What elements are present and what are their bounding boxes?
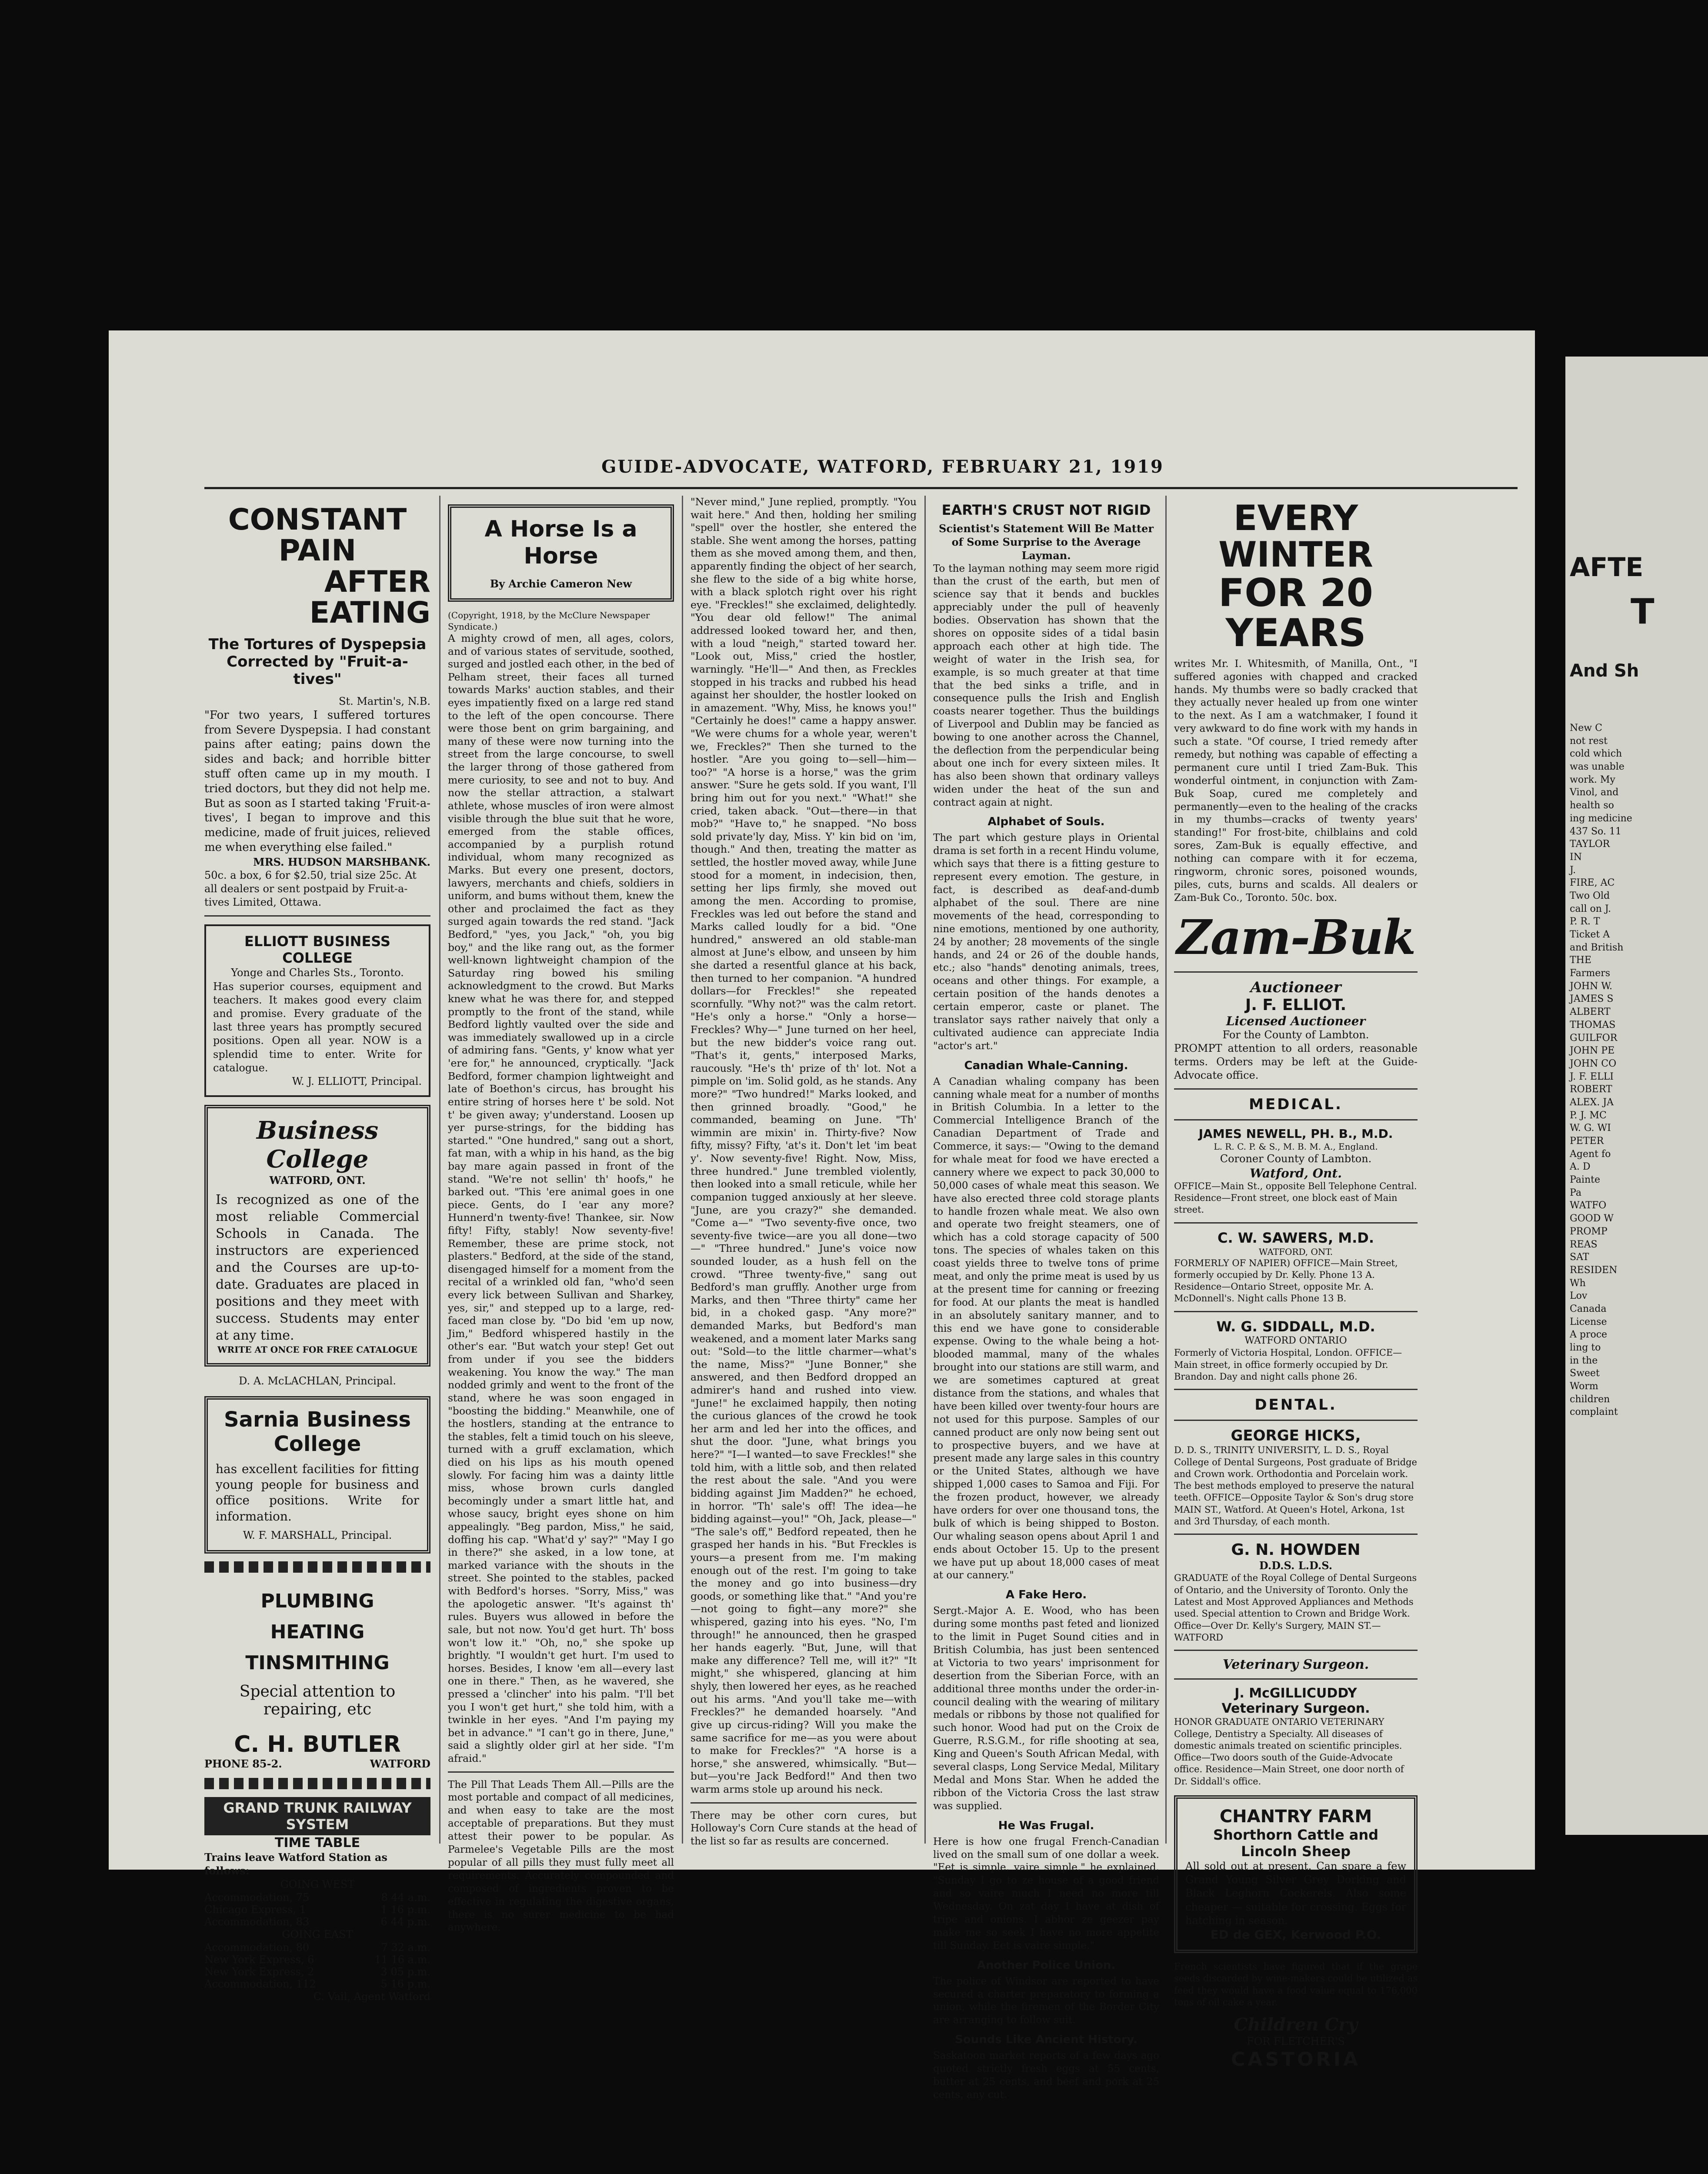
column-5 [1174, 496, 1418, 2071]
medical-heading: MEDICAL. [1249, 1096, 1343, 1114]
edge-text-line: Sweet [1570, 1368, 1600, 1379]
central-write: WRITE AT ONCE FOR FREE CATALOGUE [217, 1344, 417, 1355]
pill-ad: The Pill That Leads Them All.—Pills are the most portable and compact of all medicines, and when easy to take are the most acceptable of preparations. But they must attest their power to be popular. As Parmelee's Vegetable Pills are the most popular of all pills they must fully meet all requirements. Accurately compounded and composed of ingredients proven to be effective in regulating the digestive organs, there is no surer medicine to be had anywhere. [448, 1779, 674, 1934]
police-union-body: The police of Windsor are reported to have secured a charter preparatory to forming a union, while the firemen of the Border City are arranging to follow suit. [933, 1975, 1159, 2026]
story-copyright: (Copyright, 1918, by the McClure Newspaper Syndicate.) [448, 610, 650, 632]
timetable-row [204, 1966, 430, 1978]
edge-text-line: work. My [1570, 774, 1615, 785]
timetable-row [204, 1978, 430, 1990]
newell-role: Coroner County of Lambton. [1220, 1153, 1372, 1165]
divider [1174, 1650, 1418, 1651]
divider [1174, 1678, 1418, 1680]
timetable-cell: Accommodation, 80 [204, 1941, 310, 1954]
edge-text-line: ling to [1570, 1342, 1601, 1353]
alphabet-souls-body: The part which gesture plays in Oriental drama is set forth in a recent Hindu volume, which says that there is a fitting gesture to represent every emotion. The gesture, in fact, is described as deaf-and-dumb alphabet of the soul. There are nine movements of the head, corresponding to nine emotions, mentioned by one authority, 24 by another; 28 movements of the single hands, and 24 or 26 of the double hands, etc.; also "hands" denoting animals, trees, oceans and other things. For example, a certain position of the hands denotes a certain emperor, caste or planet. The translator says rather naively that only a cultivated audience can appreciate India "actor's art." [933, 832, 1159, 1052]
edge-text-line: Lov [1570, 1290, 1588, 1302]
timetable-cell: Accommodation, 83 [204, 1915, 310, 1928]
masthead-rule [204, 487, 1518, 489]
edge-text-line: children [1570, 1394, 1610, 1405]
timetable-cell: Chicago Express, 1 [204, 1903, 306, 1916]
timetable-row [204, 1916, 430, 1928]
trains-leave-line: Trains leave Watford Station as follows: [204, 1851, 387, 1877]
sarnia-signature: W. F. MARSHALL, Principal. [243, 1529, 392, 1542]
howden-name: G. N. HOWDEN [1231, 1541, 1361, 1559]
castoria-line-2: FOR FLETCHER'S [1246, 2035, 1345, 2048]
fruit-a-tives-signature: MRS. HUDSON MARSHBANK. [253, 855, 430, 868]
central-title: Business College [256, 1116, 379, 1174]
timetable-cell: New York Express, 6 [204, 1954, 314, 1966]
edge-text-line: Two Old [1570, 890, 1610, 901]
edge-text-line: cold which [1570, 748, 1622, 760]
newell-place: Watford, Ont. [1249, 1166, 1342, 1180]
edge-text-line: W. G. WI [1570, 1123, 1611, 1134]
chantry-farm-ad [1174, 1795, 1418, 1953]
sawers-body: FORMERLY OF NAPIER) OFFICE—Main Street, formerly occupied by Dr. Kelly. Phone 13 A. Residence—Ontario Street, opposite Mr. A. McDonnell's. Night calls Phone 13 B. [1174, 1257, 1398, 1304]
elliott-signature: W. J. ELLIOTT, Principal. [292, 1075, 422, 1087]
divider [691, 1802, 917, 1804]
newell-degrees: L. R. C. P. & S., M. B. M. A., England. [1214, 1141, 1378, 1152]
divider [1174, 1311, 1418, 1312]
fruit-a-tives-body: "For two years, I suffered tortures from Severe Dyspepsia. I had constant pains after eating; pains down the sides and back; and horrible bitter stuff often came up in my mouth. I tried doctors, but they did not help me. But as soon as I started taking 'Fruit-a-tives', I began to improve and this medicine, made of fruit juices, relieved me when everything else failed." [204, 708, 430, 854]
column-1 [204, 496, 430, 2004]
butler-contact [204, 1757, 430, 1770]
chantry-subtitle: Shorthorn Cattle and Lincoln Sheep [1213, 1827, 1379, 1860]
central-college-ad [204, 1105, 430, 1367]
timetable-east [204, 1941, 430, 1990]
edge-text: AFTE [1570, 552, 1644, 583]
edge-text-line: A. D [1570, 1161, 1591, 1173]
elliot-name: J. F. ELLIOT. [1245, 996, 1347, 1014]
timetable-cell: Accommodation, 75 [204, 1891, 310, 1904]
edge-text-line: GOOD W [1570, 1213, 1614, 1224]
edge-text-line: THOMAS [1570, 1019, 1616, 1030]
dental-heading: DENTAL. [1254, 1396, 1337, 1414]
edge-text-line: ALEX. JA [1570, 1097, 1614, 1108]
elliot-county: For the County of Lambton. [1222, 1028, 1369, 1041]
butler-name: C. H. BUTLER [234, 1731, 401, 1758]
newell-body: OFFICE—Main St., opposite Bell Telephone Central. Residence—Front street, one block east of Main street. [1174, 1180, 1417, 1215]
edge-text-line: in the [1570, 1355, 1598, 1366]
story-body-part-1: A mighty crowd of men, all ages, colors, and of various states of servitude, soothed, surged and jostled each other, in the bed of Pelham street, their faces all turned towards Marks' auction stables, and their eyes impatiently fixed on a large red stand to the left of the open concourse. There were those bent on grim bargaining, and many of these were now turning into the street from the large concourse, to swell the larger throng of those gathered from mere curiosity, to see and not to buy. And now the stellar attraction, a stalwart athlete, whose muscles of iron were almost visible through the blue suit that he wore, emerged from the stable offices, accompanied by a purplish rotund individual, whom many recognized as Marks. But every one present, doctors, lawyers, merchants and chiefs, soldiers in uniform, and bums without them, knew the other and proclaimed the fact as they surged again towards the red stand. "Jack Bedford," "yes, you Jack," "oh, you big boy," and the like rang out, as the former well-known lightweight champion of the Saturday ring bowed his smiling acknowledgment to the crowd. But Marks knew what he was there for, and stepped promptly to the front of the stand, while Bedford lightly vaulted over the side and was immediately swallowed up in a circle of admiring fans. "Gents, y' know what yer 'ere for," he announced, cryptically. "Jack Bedford, former champion lightweight and late of Boethon's circus, has brought his entire string of horses here t' be sold. Not t' be given away; y'understand. Loosen up yer purse-strings, for the bidding has started." "One hundred," sang out a short, fat man, with a whip in his hand, as the big bay mare again passed in front of the stand. "We're not sellin' th' hoofs," he barked out. "This 'ere animal goes in one piece. Gents, do I 'ear any more? Hunnerd'n twenty-five! Thankee, sir. Now fifty! Fifty, stably! Now seventy-five! Remember, these are prime stock, not plasters." Bedford, at the side of the stand, disengaged himself for a moment from the recital of a wrinkled old fan, "who'd seen every lick between Sullivan and Sharkey, yes, sir," and stepped up to a large, red-faced man close by. "Do bid 'em up now, Jim," Bedford whispered hastily in the other's ear. "But watch your step! Get out from under if you see the bidders weakening. You know the way." The man nodded grimly and went to the front of the stand, where he was soon engaged in "boosting the bidding." Meanwhile, one of the hostlers, standing at the entrance to the stables, felt a timid touch on his sleeve, turned with a gruff exclamation, which died on his lips as his mouth opened slowly. For facing him was a dainty little miss, whose brown curls dangled becomingly under a smart little hat, and whose saucy, bright eyes shone on him appealingly. "Beg pardon, Miss," he said, doffing his cap. "What'd y' say?" "May I go in there?" she asked, in a low tone, at marked variance with the shouts in the street. She pointed to the stables, packed with Bedford's horses. "Sorry, Miss," was the apologetic answer. "It's against th' rules. Buyers wus allowed in before the sale, but not now. You'd get hurt. Th' boss won't low it." "Oh, no," she spoke up brightly. "I wouldn't get hurt. I'm used to horses. Besides, I know 'em all—every last one in there." Then, as he wavered, she pressed a 'clincher' into his palm. "I'll bet you I won't get hurt," she told him, with a twinkle in her eyes. "And I'm paying my bet in advance." "I can't go in there, June," said a slightly older girl at her side. "I'm afraid." [448, 632, 674, 1764]
column-4 [933, 496, 1159, 2102]
central-signature: D. A. McLACHLAN, Principal. [239, 1375, 396, 1387]
edge-text-line: was unable [1570, 761, 1625, 773]
edge-text-line: health so [1570, 800, 1614, 811]
story-byline: By Archie Cameron New [490, 577, 632, 590]
edge-text-line: P. R. T [1570, 916, 1600, 927]
edge-text-line: REAS [1570, 1239, 1598, 1250]
elliott-body: Has superior courses, equipment and teachers. It makes good every claim and promise. Every graduate of the last three years has promptly secured positions. Open all year. NOW is a splendid time to enter. Write for catalogue. [213, 980, 422, 1074]
time-table-heading: TIME TABLE [274, 1835, 360, 1851]
edge-text-line: JOHN CO [1570, 1058, 1617, 1069]
edge-text: T [1631, 591, 1655, 632]
edge-text-line: FIRE, AC [1570, 877, 1615, 889]
divider [1174, 1119, 1418, 1120]
butler-place: WATFORD [370, 1757, 430, 1771]
divider [1174, 1222, 1418, 1224]
column-2 [448, 496, 674, 1934]
edge-text-line: A proce [1570, 1329, 1608, 1340]
edge-text-line: JAMES S [1570, 994, 1614, 1005]
edge-text-line: New C [1570, 723, 1602, 734]
going-east-heading: GOING EAST [282, 1928, 353, 1941]
column-divider [439, 496, 440, 1844]
frugal-heading: He Was Frugal. [998, 1819, 1094, 1832]
alphabet-souls-heading: Alphabet of Souls. [987, 815, 1105, 829]
newell-name: JAMES NEWELL, PH. B., M.D. [1198, 1127, 1393, 1141]
column-3 [691, 496, 917, 1848]
edge-text-line: Ticket A [1570, 929, 1610, 940]
edge-text-line: JOHN W. [1570, 980, 1613, 992]
chantry-body: All sold out at present. Can spare a few Grand Young Silver Grey Dorking and Black Leghorn Cockerels. Also some cheaper — suitable for crossing. Eggs for hatching in season. [1185, 1860, 1406, 1927]
divider [448, 1771, 674, 1773]
edge-text-line: RESIDEN [1570, 1264, 1618, 1276]
fruit-a-tives-subhead: The Tortures of Dyspepsia Corrected by "Fruit-a-tives" [208, 635, 427, 688]
mcgillicuddy-body: HONOR GRADUATE ONTARIO VETERINARY College, Dentistry a Specialty. All diseases of domestic animals treated on scientific principles. Office—Two doors south of the Guide-Advocate office. Residence—Main Street, one door north of Dr. Siddall's office. [1174, 1717, 1404, 1787]
timetable-cell: 5 16 p.m. [380, 1978, 430, 1991]
mcgillicuddy-sub: Veterinary Surgeon. [1221, 1701, 1370, 1717]
howden-degrees: D.D.S. L.D.S. [1259, 1559, 1333, 1572]
timetable-west [204, 1891, 430, 1928]
story-title-box [448, 504, 674, 602]
fruit-a-tives-price: 50c. a box, 6 for $2.50, trial size 25c. At all dealers or sent postpaid by Fruit-a-tives Limited, Ottawa. [204, 869, 417, 909]
edge-text-line: complaint [1570, 1407, 1618, 1418]
edge-text-line: Pa [1570, 1187, 1581, 1198]
hicks-name: GEORGE HICKS, [1231, 1427, 1361, 1445]
divider [1174, 1088, 1418, 1090]
zam-buk-body: writes Mr. I. Whitesmith, of Manilla, Ont., "I suffered agonies with chapped and cracked hands. My thumbs were so badly cracked that they actually never healed up from one winter to the next. As I am a watchmaker, I found it very awkward to do fine work with my hands in such a state. "Of course, I tried remedy after remedy, but nothing was capable of effecting a permanent cure until I tried Zam-Buk. This wonderful ointment, in conjunction with Zam-Buk Soap, cured me completely and permanently—even to the healing of the cracks in my thumbs—cracks of twenty years' standing!" For frost-bite, chilblains and cold sores, Zam-Buk is equally effective, and nothing can compare with it for eczema, ringworm, chronic sores, poisoned wounds, piles, cuts, burns and scalds. All dealers or Zam-Buk Co., Toronto. 50c. box. [1174, 658, 1418, 904]
newspaper-page [109, 330, 1535, 2101]
timetable-row [204, 1904, 430, 1916]
frugal-body: Here is how one frugal French-Canadian lived on the small sum of one dollar a week. "Eet is simple, vaire simple," he explained. "Sunday I go to ze house of a good friend and so vaire much I need no more till Wednesday. On zat day I have at dish of tripe and onions. I abhor ze geezer pay make me so seek I have no more appetite till Sunday. Eet is vaire simple." [933, 1836, 1159, 1951]
siddall-place: WATFORD ONTARIO [1244, 1335, 1347, 1346]
edge-text-line: call on J. [1570, 903, 1611, 914]
sarnia-college-ad [204, 1396, 430, 1554]
edge-text-line: TAYLOR [1570, 839, 1610, 850]
grand-trunk-logo: GRAND TRUNK RAILWAY SYSTEM [204, 1797, 430, 1835]
edge-text-line: Canada [1570, 1303, 1607, 1314]
zam-buk-headline-2: FOR 20 YEARS [1218, 570, 1373, 656]
fake-hero-body: Sergt.-Major A. E. Wood, who has been during some months past feted and lionized to the limit in Puget Sound cities and in British Columbia, has just been sentenced at Victoria to two years' imprisonment for desertion from the Siberian Force, with an additional three months under the order-in-council dealing with the wearing of military medals or ribbons by those not qualified for such honor. Wood had put on the Croix de Guerre, R.S.G.M., for rifle shooting at sea, King and Queen's South African Medal, with several clasps, Long Service Medal, Military Medal and Mons Star. When he added the ribbon of the Victoria Cross the last straw was supplied. [933, 1605, 1159, 1812]
edge-text-line: Vinol, and [1570, 787, 1619, 798]
ancient-history-heading: Sounds Like Ancient History. [955, 2033, 1138, 2047]
edge-text-line: ALBERT [1570, 1007, 1611, 1018]
masthead: GUIDE-ADVOCATE, WATFORD, FEBRUARY 21, 1919 [601, 457, 1164, 477]
auctioneer-heading: Auctioneer [1250, 978, 1341, 996]
edge-text-line: Wh [1570, 1277, 1586, 1289]
zam-buk-logo: Zam-Buk [1176, 909, 1415, 965]
plumbing-heading: PLUMBING [260, 1590, 374, 1613]
edge-text-line: THE [1570, 955, 1591, 966]
heating-heading: HEATING [270, 1621, 365, 1644]
elliot-license: Licensed Auctioneer [1226, 1014, 1366, 1028]
edge-text-line: 437 So. 11 [1570, 826, 1621, 837]
divider [1174, 1389, 1418, 1390]
repairing-line: Special attention to repairing, etc [239, 1683, 396, 1719]
timetable-row [204, 1954, 430, 1966]
elliott-address: Yonge and Charles Sts., Toronto. [231, 967, 404, 979]
sarnia-body: has excellent facilities for fitting young people for business and office positions. Write for information. [216, 1461, 419, 1524]
edge-text-line: Worm [1570, 1381, 1598, 1392]
earth-crust-body: To the layman nothing may seem more rigid than the crust of the earth, but men of science say that it bends and buckles appreciably under the pull of heavenly bodies. Observation has shown that the shores on opposite sides of a tidal basin approach each other at high tide. The weight of water in the Irish sea, for example, is so much greater at that time that the bed sinks a trifle, and in consequence pulls the Irish and English coasts nearer together. Thus the buildings of Liverpool and Dublin may be fancied as bowing to one another across the Channel, the deflection from the perpendicular being about one inch for every sixteen miles. It has also been shown that ordinary valleys widen under the heat of the sun and contract again at night. [933, 563, 1159, 808]
grape-seed-note: French scientists have figured that if the grape seeds discarded by wine-makers could be utilized as feed they would have a food value equal to 176,000 tons of oil cake a year. [1174, 1961, 1418, 2007]
timetable-row [204, 1891, 430, 1904]
edge-text-line: GUILFOR [1570, 1032, 1618, 1044]
mcgillicuddy-name: J. McGILLICUDDY [1234, 1686, 1357, 1701]
sarnia-title: Sarnia Business College [224, 1407, 411, 1456]
fruit-a-tives-headline-1: CONSTANT PAIN [228, 503, 407, 568]
timetable-row [204, 1941, 430, 1954]
edge-text-line: P. J. MC [1570, 1110, 1607, 1121]
edge-text-line: ing medicine [1570, 813, 1632, 824]
ornament-border [204, 1778, 430, 1789]
edge-text-line: Painte [1570, 1174, 1600, 1186]
corn-cure-notice: There may be other corn cures, but Holloway's Corn Cure stands at the head of the list so far as results are concerned. [691, 1810, 917, 1847]
timetable-cell: 7 32 a.m. [381, 1941, 430, 1954]
elliot-body: PROMPT attention to all orders, reasonable terms. Orders may be left at the Guide-Advocate office. [1174, 1042, 1418, 1082]
earth-crust-heading: EARTH'S CRUST NOT RIGID [941, 502, 1151, 518]
hicks-body: D. D. S., TRINITY UNIVERSITY, L. D. S., Royal College of Dental Surgeons, Post graduate of Bridge and Crown work. Orthodontia and Porcelain work. The best methods employed to preserve the natural teeth. OFFICE—Opposite Taylor & Son's drug store MAIN ST., Watford. At Queen's Hotel, Arkona, 1st and 3rd Thursday, of each month. [1174, 1445, 1417, 1527]
timetable-cell: 8 44 a.m. [381, 1891, 430, 1904]
edge-text-line: J. [1570, 864, 1576, 876]
elliott-title: ELLIOTT BUSINESS COLLEGE [244, 933, 390, 967]
timetable-cell: 11 16 a.m. [374, 1954, 430, 1966]
central-body: Is recognized as one of the most reliable Commercial Schools in Canada. The instructors are experienced and the Courses are up-to-date. Graduates are placed in positions and they meet with success. Students may enter at any time. [216, 1192, 419, 1344]
chantry-title: CHANTRY FARM [1219, 1807, 1372, 1827]
siddall-body: Formerly of Victoria Hospital, London. OFFICE—Main street, in office formerly occupied by Dr. Brandon. Day and night calls phone 26. [1174, 1347, 1402, 1382]
edge-text-list [1570, 722, 1705, 1419]
timetable-cell: New York Express, 2 [204, 1966, 314, 1978]
edge-text: And Sh [1570, 661, 1639, 681]
column-divider [924, 496, 926, 1844]
divider [1174, 971, 1418, 973]
divider [204, 915, 430, 917]
edge-text-line: PETER [1570, 1136, 1604, 1147]
story-title: A Horse Is a Horse [484, 516, 637, 570]
timetable-cell: Accommodation, 112 [204, 1978, 316, 1991]
chantry-signature: ED de GEX, Kerwood P.O. [1210, 1927, 1381, 1942]
whale-canning-body: A Canadian whaling company has been canning whale meat for a number of months in British Columbia. In a letter to the Commercial Intelligence Branch of the Canadian Department of Trade and Commerce, it says:— "Owing to the demand for whale meat for food we have erected a cannery where we expect to pack 30,000 to 50,000 cases of whale meat this season. We have also erected three cold storage plants to handle frozen whale meat. We also own and operate two freight steamers, one of which has a cold storage capacity of 500 tons. The species of whales taken on this coast yields three to twelve tons of prime meat, and only the prime meat is used by us at the present time for canning or freezing for food. At our plants the meat is handled in an absolutely sanitary manner, and to this end we have gone to considerable expense. Owing to the whale being a hot-blooded mammal, many of the whales brought into our stations are still warm, and we are sometimes captured at great distance from the stations, and whales that have been killed over twenty-four hours are not used for this purpose. Samples of our canned product are only now being sent out to prospective buyers, and we have at present made any large sales in this country or the United States, although we have shipped 1,000 cases to Samoa and Fiji. For the frozen product, however, we already have orders for over one thousand tons, the bulk of which is being shipped to Boston. Our whaling season opens about April 1 and ends about October 15. Up to the present we have put up about 18,000 cases of meat at our cannery." [933, 1076, 1159, 1581]
whale-canning-heading: Canadian Whale-Canning. [964, 1059, 1128, 1072]
ornament-border [204, 1561, 430, 1573]
butler-phone: PHONE 85-2. [204, 1757, 282, 1771]
edge-text-line: not rest [1570, 735, 1608, 747]
castoria-line-3: CASTORIA [1231, 2048, 1361, 2071]
elliott-college-ad [204, 924, 430, 1097]
castoria-line-1: Children Cry [1234, 2014, 1358, 2035]
central-place: WATFORD, ONT. [269, 1174, 366, 1187]
fruit-a-tives-place: St. Martin's, N.B. [338, 695, 430, 707]
timetable-cell: 6 44 p.m. [380, 1915, 430, 1928]
edge-text-line: WATFO [1570, 1200, 1607, 1211]
divider [1174, 1534, 1418, 1535]
edge-text-line: J. F. ELLI [1570, 1071, 1614, 1082]
station-agent: C. Vail, Agent Watford [313, 1991, 430, 2003]
fake-hero-heading: A Fake Hero. [1005, 1588, 1087, 1602]
edge-text-line: IN [1570, 851, 1582, 863]
edge-text-line: Farmers [1570, 968, 1611, 979]
vet-heading: Veterinary Surgeon. [1222, 1657, 1369, 1673]
timetable-cell: 1 16 p.m. [380, 1903, 430, 1916]
police-union-heading: Another Police Union. [977, 1958, 1116, 1972]
tinsmithing-heading: TINSMITHING [245, 1652, 390, 1674]
zam-buk-headline-1: EVERY WINTER [1218, 498, 1373, 575]
adjacent-page-edge [1565, 357, 1708, 1835]
column-divider [682, 496, 683, 1844]
howden-body: GRADUATE of the Royal College of Dental Surgeons of Ontario, and the University of Toronto. Only the Latest and Most Approved Appliances and Methods used. Special attention to Crown and Bridge Work. Office—Over Dr. Kelly's Surgery, MAIN ST.—WATFORD [1174, 1573, 1417, 1643]
siddall-name: W. G. SIDDALL, M.D. [1216, 1318, 1375, 1335]
timetable-cell: 3 05 p.m. [380, 1966, 430, 1978]
edge-text-line: and British [1570, 942, 1624, 953]
divider [1174, 1420, 1418, 1421]
edge-text-line: License [1570, 1316, 1607, 1327]
edge-text-line: SAT [1570, 1252, 1589, 1263]
column-divider [1165, 496, 1167, 1844]
edge-text-line: PROMP [1570, 1226, 1608, 1237]
sawers-name: C. W. SAWERS, M.D. [1218, 1229, 1374, 1246]
earth-crust-subhead: Scientist's Statement Will Be Matter of Some Surprise to the Average Layman. [938, 522, 1154, 562]
fruit-a-tives-headline-2: AFTER EATING [309, 564, 430, 630]
sawers-place: WATFORD, ONT. [1258, 1246, 1333, 1257]
edge-text-line: ROBERT [1570, 1084, 1612, 1095]
going-west-heading: GOING WEST [280, 1878, 355, 1891]
ancient-history-body: Saskatoon market reports of a few days ago quoted strictly fresh eggs at 55 cents, butter at 25 cents, and beef and pork at 25 cents, any cut. [933, 2050, 1159, 2101]
edge-text-line: JOHN PE [1570, 1045, 1615, 1057]
story-body-part-2: "Never mind," June replied, promptly. "You wait here." And then, holding her smiling "spell" over the hostler, she entered the stable. She went among the horses, patting them as she moved among them, and then, apparently finding the object of her search, she flew to the side of a big white horse, with a black splotch right over his right eye. "Freckles!" she exclaimed, delightedly. "You dear old fellow!" The animal addressed looked toward her, and then, with a loud "neigh," started toward her. "Look out, Miss," cried the hostler, warningly. "He'll—" And then, as Freckles stopped in his tracks and rubbed his head against her shoulder, the hostler looked on in amazement. "Why, Miss, he knows you!" "Certainly he does!" came a happy answer. "We were chums for a whole year, weren't we, Freckles?" Then she turned to the hostler. "Are you going to—sell—him—too?" "A horse is a horse," was the grim answer. "Sure he gets sold. If you want, I'll bring him out for you next." "What!" she cried, taken aback. "Out—there—in that mob?" "Have to," he snapped. "No boss sold private'ly day, Miss. Y' kin bid on 'im, though." And then, treating the matter as settled, the hostler moved away, while June stood for a moment, in indecision, then, setting her lips firmly, she moved out among the men. According to promise, Freckles was led out before the stand and Marks called loudly for a bid. "One hundred," answered an old stable-man almost at June's elbow, and unseen by him she darted a resentful glance at his back, then turned to her companion. "A hundred dollars—for Freckles!" she repeated scornfully. "Why not?" was the calm retort. "He's only a horse." "Only a horse—Freckles? Why—" June turned on her heel, but the new bidder's voice rang out. "That's it, gents," interposed Marks, raucously. "He's th' prize of th' lot. Not a pimple on 'im. Solid gold, as he stands. Any more?" "Two hundred!" Marks looked, and then grinned broadly. "Good," he commanded, beaming on June. "Th' wimmin are mixin' in. Thirty-five? Now fifty, missy? Fifty, 'at's it. Don't let 'im beat y'. Now seventy-five! Right. Now, Miss, three hundred." June trembled violently, then looked into a small reticule, while her companion tugged anxiously at her sleeve. "June, are you crazy?" she demanded. "Come a—" "Two seventy-five once, two seventy-five twice—are you all done—two—" "Three hundred." June's voice now sounded louder, as a hush fell on the crowd. "Three twenty-five," sang out Bedford's man gruffly. Another urge from Marks, and then "Three thirty" came her bid, in a choked gasp. "Any more?" demanded Marks, but Bedford's man weakened, and a moment later Marks sang out: "Sold—to the little charmer—what's the name, Miss?" "June Bonner," she answered, and then Bedford dropped an admirer's hand and rushed into view. "June!" he exclaimed happily, then noting the curious glances of the crowd he took her arm and led her into the offices, and shut the door. "June, what brings you here?" "I—I wanted—to save Freckles!" she told him, with a little sob, and then related the rest about the sale. "And you were bidding against Jim Madden?" he echoed, in horror. "Th' sale's off! The idea—he bidding against—you!" "Oh, Jack, please—" "The sale's off," Bedford repeated, then he grasped her hands in his. "But Freckles is yours—a present from me. I'm making enough out of the rest. I'm going to take the money and go into business—dry goods, or something like that." "And you're—not going to fight—any more?" she whispered, gazing into his eyes. "No, I'm through!" he announced, then he grasped her hands eagerly. "But, June, will that make any difference? Tell me, will it?" "It might," she whispered, glancing at him shyly, then lowered her eyes, as he reached out his arms. "And you'll take me—with Freckles?" he demanded hoarsely. "And give up circus-riding? Will you make the same sacrifice for me—as you were about to make for Freckles?" "A horse is a horse," she answered, whimsically. "But—but—you're Jack Bedford!" And then two warm arms stole up around his neck. [691, 496, 917, 1795]
edge-text-line: Agent fo [1570, 1148, 1611, 1160]
